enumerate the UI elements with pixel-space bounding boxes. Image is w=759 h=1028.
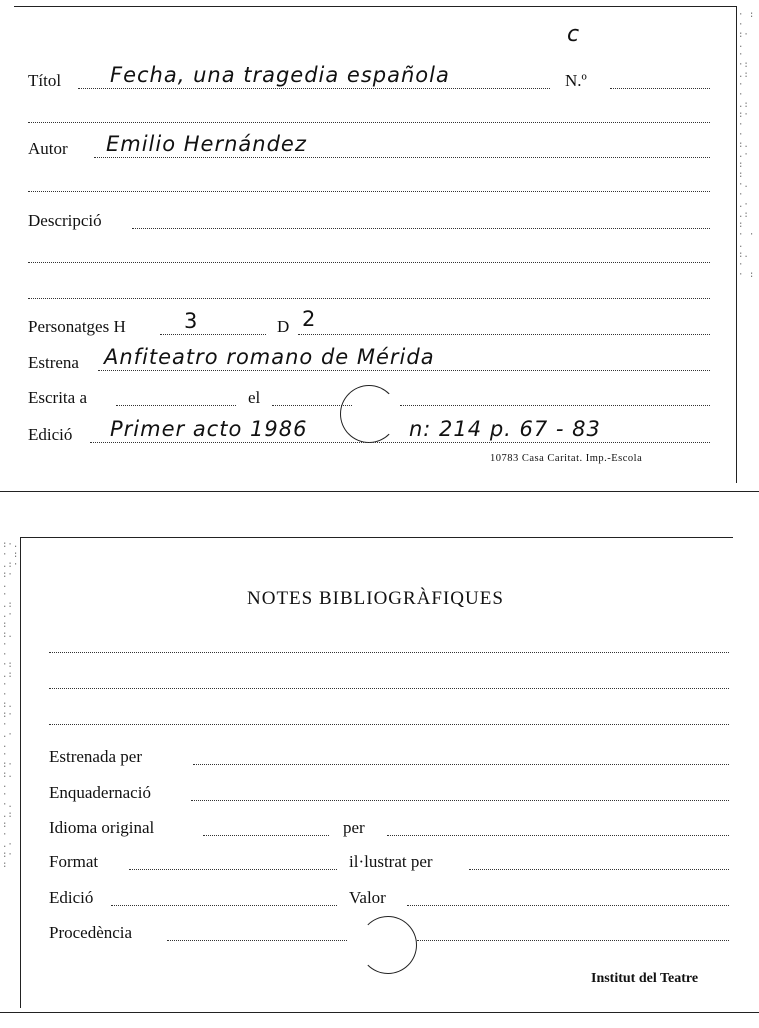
edicio-value: Primer acto 1986 <box>110 417 308 441</box>
numero-line <box>610 88 710 89</box>
titol-value: Fecha, una tragedia española <box>110 63 450 87</box>
institut-brand: Institut del Teatre <box>591 971 699 986</box>
format-label: Format <box>49 852 99 871</box>
autor-line-2 <box>28 191 710 192</box>
autor-label: Autor <box>28 139 68 158</box>
edicio-extra: n: 214 p. 67 - 83 <box>409 417 601 441</box>
procedencia-line-2 <box>417 940 729 941</box>
personatges-d-value: 2 <box>302 307 317 331</box>
numero-label: N.º <box>565 71 587 90</box>
edicio-label: Edició <box>28 425 73 444</box>
notes-line-1 <box>49 652 729 653</box>
titol-label: Títol <box>28 71 62 90</box>
edicio-line <box>90 442 710 443</box>
enquadernacio-label: Enquadernació <box>49 783 151 802</box>
edicio-back-line <box>111 905 337 906</box>
estrena-line <box>98 370 710 371</box>
per-line <box>387 835 729 836</box>
escrita-label: Escrita a <box>28 388 87 407</box>
scan-noise-right: · : · :· . · ·: .: · · .: :· · · :. .· : : ·. · .· .: : · · . :. · · : <box>738 10 755 280</box>
per-label: per <box>343 818 365 837</box>
scan-noise-left: :·. · : .:· :· . · .: .· : :. · · ·: .: · · :. :· · .· . · :· :. . · ·. .: : · .· :· : <box>2 540 19 870</box>
idioma-original-label: Idioma original <box>49 818 155 837</box>
procedencia-line <box>167 940 347 941</box>
titol-line <box>78 88 550 89</box>
autor-line <box>94 157 710 158</box>
punch-hole <box>340 385 398 443</box>
titol-line-2 <box>28 122 710 123</box>
notes-title: NOTES BIBLIOGRÀFIQUES <box>247 588 504 609</box>
card-separator <box>0 491 759 492</box>
estrena-label: Estrena <box>28 353 79 372</box>
edicio-back-label: Edició <box>49 888 94 907</box>
descripcio-line-3 <box>28 298 710 299</box>
escrita-el-label: el <box>248 388 261 407</box>
valor-line <box>407 905 729 906</box>
format-line <box>129 869 337 870</box>
bottom-edge <box>0 1012 759 1013</box>
illustrat-per-line <box>469 869 729 870</box>
c-mark: c <box>567 22 581 47</box>
autor-value: Emilio Hernández <box>106 132 307 156</box>
descripcio-label: Descripció <box>28 211 102 230</box>
descripcio-line-2 <box>28 262 710 263</box>
escrita-line <box>116 405 236 406</box>
valor-label: Valor <box>349 888 386 907</box>
descripcio-line <box>132 228 710 229</box>
personatges-label: Personatges H <box>28 317 126 336</box>
personatges-h-line <box>160 334 266 335</box>
back-card <box>20 537 733 1008</box>
notes-line-2 <box>49 688 729 689</box>
procedencia-label: Procedència <box>49 923 133 942</box>
personatges-d-line <box>298 334 710 335</box>
illustrat-per-label: il·lustrat per <box>349 852 433 871</box>
idioma-original-line <box>203 835 329 836</box>
estrena-value: Anfiteatro romano de Mérida <box>104 345 435 369</box>
escrita-el-line-2 <box>400 405 710 406</box>
punch-hole-back <box>359 916 417 974</box>
personatges-h-value: 3 <box>184 309 199 333</box>
estrenada-per-line <box>193 764 729 765</box>
notes-line-3 <box>49 724 729 725</box>
personatges-d-label: D <box>277 317 290 336</box>
enquadernacio-line <box>191 800 729 801</box>
estrenada-per-label: Estrenada per <box>49 747 142 766</box>
front-card <box>14 6 737 483</box>
printer-credit: 10783 Casa Caritat. Imp.-Escola <box>490 453 643 464</box>
